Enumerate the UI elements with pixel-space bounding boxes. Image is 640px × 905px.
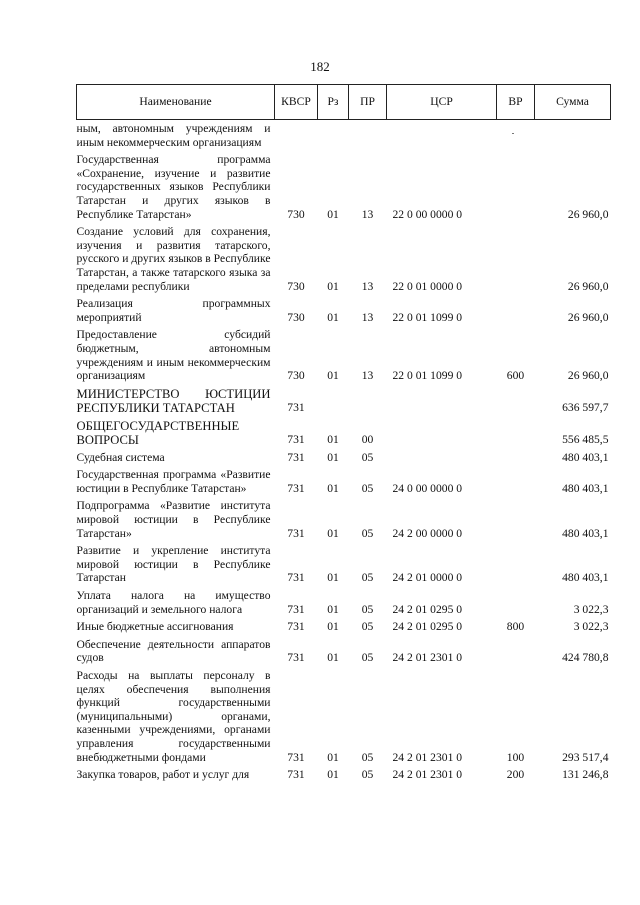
row-pr: 13 (361, 207, 374, 221)
row-kvsr: 731 (287, 602, 305, 616)
table-row (77, 449, 611, 467)
row-rz: 01 (327, 279, 339, 293)
row-kvsr: 731 (287, 526, 305, 540)
row-sum: 26 960,0 (567, 207, 609, 221)
row-sum: 424 780,8 (562, 651, 609, 665)
row-sum: 636 597,7 (562, 401, 609, 415)
table-row (77, 667, 611, 766)
row-vr (497, 449, 535, 467)
row-rz: 01 (327, 207, 339, 221)
row-pr: 05 (361, 768, 374, 782)
row-csr: 24 2 01 0000 0 (392, 571, 463, 585)
row-sum: 131 246,8 (562, 768, 609, 782)
row-csr: 22 0 01 0000 0 (392, 279, 463, 293)
row-csr: 22 0 00 0000 0 (392, 207, 463, 221)
row-rz: 01 (327, 369, 339, 383)
row-rz: 01 (327, 750, 339, 764)
row-name: Развитие и укрепление института мировой юстиции в Республике Татарстан (76, 544, 271, 585)
row-pr: 05 (361, 526, 374, 540)
table-row (77, 223, 611, 295)
row-name: МИНИСТЕРСТВО ЮСТИЦИИ РЕСПУБЛИКИ ТАТАРСТАН (76, 386, 271, 415)
row-pr: 05 (361, 620, 374, 634)
row-kvsr: 731 (287, 768, 305, 782)
row-kvsr (275, 120, 318, 152)
row-name: Обеспечение деятельности аппаратов судов (76, 637, 271, 665)
row-rz: 01 (327, 526, 339, 540)
row-kvsr: 730 (287, 207, 305, 221)
row-kvsr: 731 (287, 401, 305, 415)
table-row (77, 326, 611, 384)
row-name: Предоставление субсидий бюджетным, автономным учреждениям и иным некоммерческим организациям (76, 328, 271, 383)
row-name: Уплата налога на имущество организаций и земельного налога (76, 589, 271, 616)
row-csr (387, 120, 497, 152)
row-csr: 24 2 01 2301 0 (392, 651, 463, 665)
row-vr: 100 (506, 750, 525, 764)
row-name: Иные бюджетные ассигнования (76, 620, 234, 634)
row-vr (497, 542, 535, 587)
row-vr: 200 (506, 768, 525, 782)
row-pr: 00 (361, 433, 374, 447)
row-pr (349, 385, 387, 417)
table-row (77, 766, 611, 784)
row-name: Государственная программа «Сохранение, изучение и развитие государственных языков Республики Татарстан и других языков в Республике Татарстан» (76, 153, 271, 221)
row-pr: 05 (361, 651, 374, 665)
row-kvsr: 731 (287, 433, 305, 447)
row-name: Реализация программных мероприятий (76, 297, 271, 324)
table-header-row (77, 85, 611, 120)
row-vr (497, 295, 535, 326)
row-rz: 01 (327, 433, 339, 447)
row-vr (497, 466, 535, 497)
row-pr: 05 (361, 571, 374, 585)
row-name: Создание условий для сохранения, изучения и развития татарского, русского и других языков в Республике Татарстан, а также татарского языка за пределами республики (76, 225, 271, 293)
row-name: Государственная программа «Развитие юстиции в Республике Татарстан» (76, 468, 271, 495)
row-name: Расходы на выплаты персоналу в целях обеспечения выполнения функций государственными (муниципальными) органами, казенными учреждениями, органами управления государственными внебюджетными фондами (76, 669, 271, 764)
row-csr: 24 2 01 0295 0 (392, 602, 463, 616)
row-csr: 24 0 00 0000 0 (392, 481, 463, 495)
row-vr (497, 417, 535, 449)
row-kvsr: 731 (287, 571, 305, 585)
row-pr (349, 120, 387, 152)
table-row (77, 542, 611, 587)
table-row (77, 636, 611, 667)
table-row (77, 618, 611, 636)
row-rz (318, 120, 349, 152)
row-kvsr: 730 (287, 369, 305, 383)
row-pr: 13 (361, 369, 374, 383)
row-kvsr: 731 (287, 750, 305, 764)
column-header-name: Наименование (77, 85, 275, 120)
row-sum: 480 403,1 (562, 571, 609, 585)
row-sum (535, 120, 611, 152)
row-sum: 3 022,3 (573, 602, 609, 616)
row-csr (387, 417, 497, 449)
row-name: Подпрограмма «Развитие института мировой юстиции в Республике Татарстан» (76, 499, 271, 540)
row-rz: 01 (327, 768, 339, 782)
row-rz (318, 385, 349, 417)
row-sum: 26 960,0 (567, 310, 609, 324)
row-vr (497, 151, 535, 223)
row-vr (497, 120, 535, 152)
row-sum: 26 960,0 (567, 279, 609, 293)
row-pr: 13 (361, 279, 374, 293)
row-sum: 3 022,3 (573, 620, 609, 634)
row-rz: 01 (327, 450, 339, 464)
table-row (77, 497, 611, 542)
row-csr: 22 0 01 1099 0 (392, 369, 463, 383)
row-rz: 01 (327, 651, 339, 665)
row-sum: 556 485,5 (562, 433, 609, 447)
row-kvsr: 730 (287, 310, 305, 324)
row-vr (497, 385, 535, 417)
page-number: 182 (310, 59, 330, 74)
table-row (77, 151, 611, 223)
row-sum: 480 403,1 (562, 450, 609, 464)
row-csr (387, 449, 497, 467)
row-csr: 22 0 01 1099 0 (392, 310, 463, 324)
row-name: Закупка товаров, работ и услуг для (76, 768, 250, 782)
row-rz: 01 (327, 310, 339, 324)
row-pr: 05 (361, 481, 374, 495)
table-row (77, 295, 611, 326)
row-sum: 480 403,1 (562, 481, 609, 495)
row-sum: 480 403,1 (562, 526, 609, 540)
column-header-kvsr: КВСР (275, 85, 318, 120)
row-pr: 13 (361, 310, 374, 324)
row-kvsr: 730 (287, 279, 305, 293)
row-vr (497, 223, 535, 295)
row-vr: 800 (506, 620, 525, 634)
column-header-pr: ПР (349, 85, 387, 120)
row-vr (497, 497, 535, 542)
table-row (77, 587, 611, 618)
row-kvsr: 731 (287, 450, 305, 464)
row-kvsr: 731 (287, 651, 305, 665)
row-vr (497, 636, 535, 667)
table-row (77, 385, 611, 417)
table-row (77, 120, 611, 152)
column-header-vr: ВР (497, 85, 535, 120)
row-pr: 05 (361, 750, 374, 764)
row-rz: 01 (327, 602, 339, 616)
row-sum: 26 960,0 (567, 369, 609, 383)
row-rz: 01 (327, 481, 339, 495)
row-rz: 01 (327, 620, 339, 634)
row-sum: 293 517,4 (562, 750, 609, 764)
budget-table (76, 84, 611, 784)
row-csr: 24 2 00 0000 0 (392, 526, 463, 540)
column-header-csr: ЦСР (387, 85, 497, 120)
row-csr: 24 2 01 2301 0 (392, 768, 463, 782)
row-csr: 24 2 01 0295 0 (392, 620, 463, 634)
row-rz: 01 (327, 571, 339, 585)
row-pr: 05 (361, 602, 374, 616)
row-kvsr: 731 (287, 481, 305, 495)
row-pr: 05 (361, 450, 374, 464)
row-name: Судебная система (76, 450, 165, 464)
row-csr (387, 385, 497, 417)
row-vr: 600 (506, 369, 525, 383)
row-kvsr: 731 (287, 620, 305, 634)
table-row (77, 417, 611, 449)
row-name: ОБЩЕГОСУДАРСТВЕННЫЕ ВОПРОСЫ (76, 418, 240, 447)
row-csr: 24 2 01 2301 0 (392, 750, 463, 764)
column-header-rz: Рз (318, 85, 349, 120)
row-name: ным, автономным учреждениям и иным некоммерческим организациям (76, 122, 271, 149)
column-header-sum: Сумма (535, 85, 611, 120)
row-vr (497, 587, 535, 618)
table-row (77, 466, 611, 497)
